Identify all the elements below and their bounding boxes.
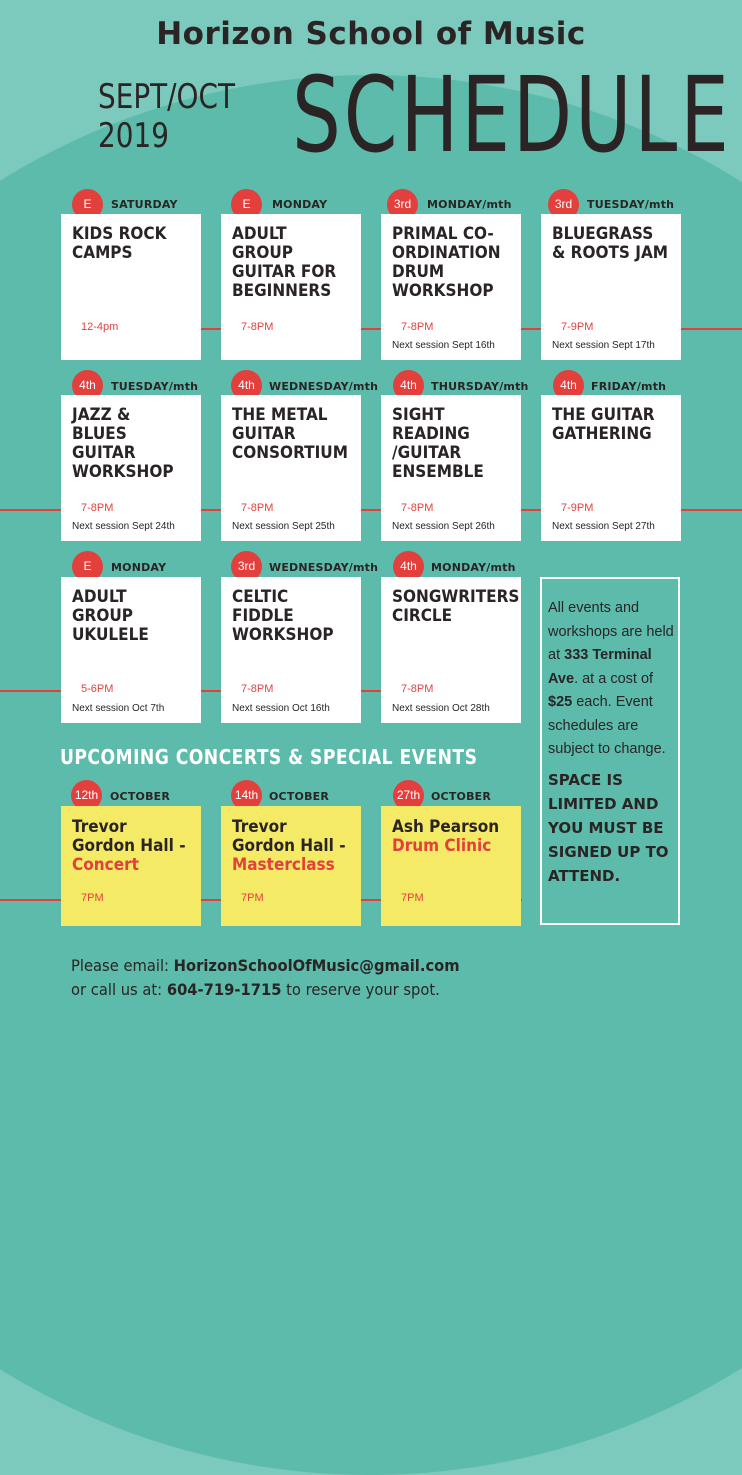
event-title: BLUEGRASS & ROOTS JAM — [552, 224, 669, 263]
month-label: OCTOBER — [110, 790, 171, 803]
day-label: FRIDAY/mth — [591, 380, 667, 393]
season-year: 2019 — [98, 116, 169, 156]
next-session: Next session Sept 27th — [552, 521, 655, 532]
concerts-heading: UPCOMING CONCERTS & SPECIAL EVENTS — [60, 745, 478, 769]
day-label: WEDNESDAY/mth — [269, 380, 379, 393]
event-card — [61, 395, 201, 541]
event-time: 7-9PM — [558, 502, 596, 514]
event-title: SONGWRITERS CIRCLE — [392, 587, 520, 626]
event-card — [381, 214, 521, 360]
event-title: CELTIC FIDDLE WORKSHOP — [232, 587, 334, 645]
signup-warning: SPACE IS LIMITED AND YOU MUST BE SIGNED UP TO ATTEND. — [548, 770, 669, 885]
concert-title: Trevor Gordon Hall - Masterclass — [232, 818, 349, 875]
event-time: 7-8PM — [238, 321, 276, 333]
date-badge: 12th — [71, 780, 102, 811]
date-badge: 27th — [393, 780, 424, 811]
next-session: Next session Sept 24th — [72, 521, 175, 532]
next-session: Next session Sept 26th — [392, 521, 495, 532]
phone-number[interactable]: 604-719-1715 — [166, 980, 282, 999]
day-label: MONDAY — [111, 561, 167, 574]
month-label: OCTOBER — [431, 790, 492, 803]
month-label: OCTOBER — [269, 790, 330, 803]
day-label: MONDAY/mth — [427, 198, 512, 211]
event-time: 7-9PM — [558, 321, 596, 333]
concert-title: Trevor Gordon Hall - Concert — [72, 818, 189, 875]
event-title: JAZZ & BLUES GUITAR WORKSHOP — [72, 405, 174, 482]
event-time: 7-8PM — [398, 502, 436, 514]
frequency-badge: E — [72, 189, 103, 220]
email-line: Please email: HorizonSchoolOfMusic@gmail.com — [71, 956, 460, 975]
next-session: Next session Sept 25th — [232, 521, 335, 532]
event-title: SIGHT READING /GUITAR ENSEMBLE — [392, 405, 484, 482]
season-label — [98, 78, 235, 156]
frequency-badge: 3rd — [548, 189, 579, 220]
concert-type: Concert — [72, 855, 139, 875]
event-card — [541, 395, 681, 541]
email-link[interactable]: HorizonSchoolOfMusic@gmail.com — [173, 956, 460, 975]
event-time: 7-8PM — [78, 502, 116, 514]
event-title: PRIMAL CO-ORDINATION DRUM WORKSHOP — [392, 224, 501, 301]
frequency-badge: 4th — [72, 370, 103, 401]
event-card — [61, 214, 201, 360]
event-time: 7-8PM — [238, 683, 276, 695]
concert-time: 7PM — [238, 892, 267, 904]
event-time: 7-8PM — [398, 683, 436, 695]
season-months: SEPT/OCT — [98, 77, 235, 117]
event-card — [221, 214, 361, 360]
event-card — [221, 577, 361, 723]
event-title: KIDS ROCK CAMPS — [72, 224, 167, 263]
venue-info: All events and workshops are held at 333 Terminal Ave. at a cost of $25 each. Event schedules are subject to change. — [548, 600, 674, 757]
school-name: Horizon School of Music — [156, 16, 586, 52]
day-label: TUESDAY/mth — [587, 198, 675, 211]
event-card — [221, 395, 361, 541]
concert-title: Ash Pearson Drum Clinic — [392, 818, 509, 856]
concert-time: 7PM — [78, 892, 107, 904]
event-title: THE METAL GUITAR CONSORTIUM — [232, 405, 348, 463]
event-time: 7-8PM — [238, 502, 276, 514]
contact-footer — [71, 954, 460, 1002]
event-title: THE GUITAR GATHERING — [552, 405, 655, 444]
event-time: 7-8PM — [398, 321, 436, 333]
next-session: Next session Oct 16th — [232, 703, 330, 714]
concert-card — [381, 806, 521, 926]
frequency-badge: 3rd — [387, 189, 418, 220]
event-title: ADULT GROUP UKULELE — [72, 587, 149, 645]
frequency-badge: E — [72, 551, 103, 582]
event-card — [61, 577, 201, 723]
info-box — [540, 577, 680, 925]
date-badge: 14th — [231, 780, 262, 811]
next-session: Next session Sept 16th — [392, 340, 495, 351]
concert-card — [221, 806, 361, 926]
frequency-badge: E — [231, 189, 262, 220]
event-title: ADULT GROUP GUITAR FOR BEGINNERS — [232, 224, 337, 301]
concert-type: Drum Clinic — [392, 836, 492, 856]
event-card — [381, 395, 521, 541]
concert-type: Masterclass — [232, 855, 335, 875]
event-card — [541, 214, 681, 360]
next-session: Next session Oct 28th — [392, 703, 490, 714]
concert-time: 7PM — [398, 892, 427, 904]
frequency-badge: 4th — [553, 370, 584, 401]
event-cost: $25 — [548, 694, 573, 710]
next-session: Next session Oct 7th — [72, 703, 165, 714]
day-label: WEDNESDAY/mth — [269, 561, 379, 574]
event-time: 12-4pm — [78, 321, 121, 333]
concert-card — [61, 806, 201, 926]
day-label: TUESDAY/mth — [111, 380, 199, 393]
venue-address: 333 Terminal Ave — [548, 647, 652, 687]
event-card — [381, 577, 521, 723]
day-label: MONDAY — [272, 198, 328, 211]
frequency-badge: 4th — [231, 370, 262, 401]
frequency-badge: 3rd — [231, 551, 262, 582]
day-label: SATURDAY — [111, 198, 178, 211]
event-time: 5-6PM — [78, 683, 116, 695]
next-session: Next session Sept 17th — [552, 340, 655, 351]
frequency-badge: 4th — [393, 551, 424, 582]
day-label: MONDAY/mth — [431, 561, 516, 574]
phone-line: or call us at: 604-719-1715 to reserve your spot. — [71, 980, 440, 999]
frequency-badge: 4th — [393, 370, 424, 401]
schedule-heading: SCHEDULE — [292, 54, 732, 176]
day-label: THURSDAY/mth — [431, 380, 529, 393]
